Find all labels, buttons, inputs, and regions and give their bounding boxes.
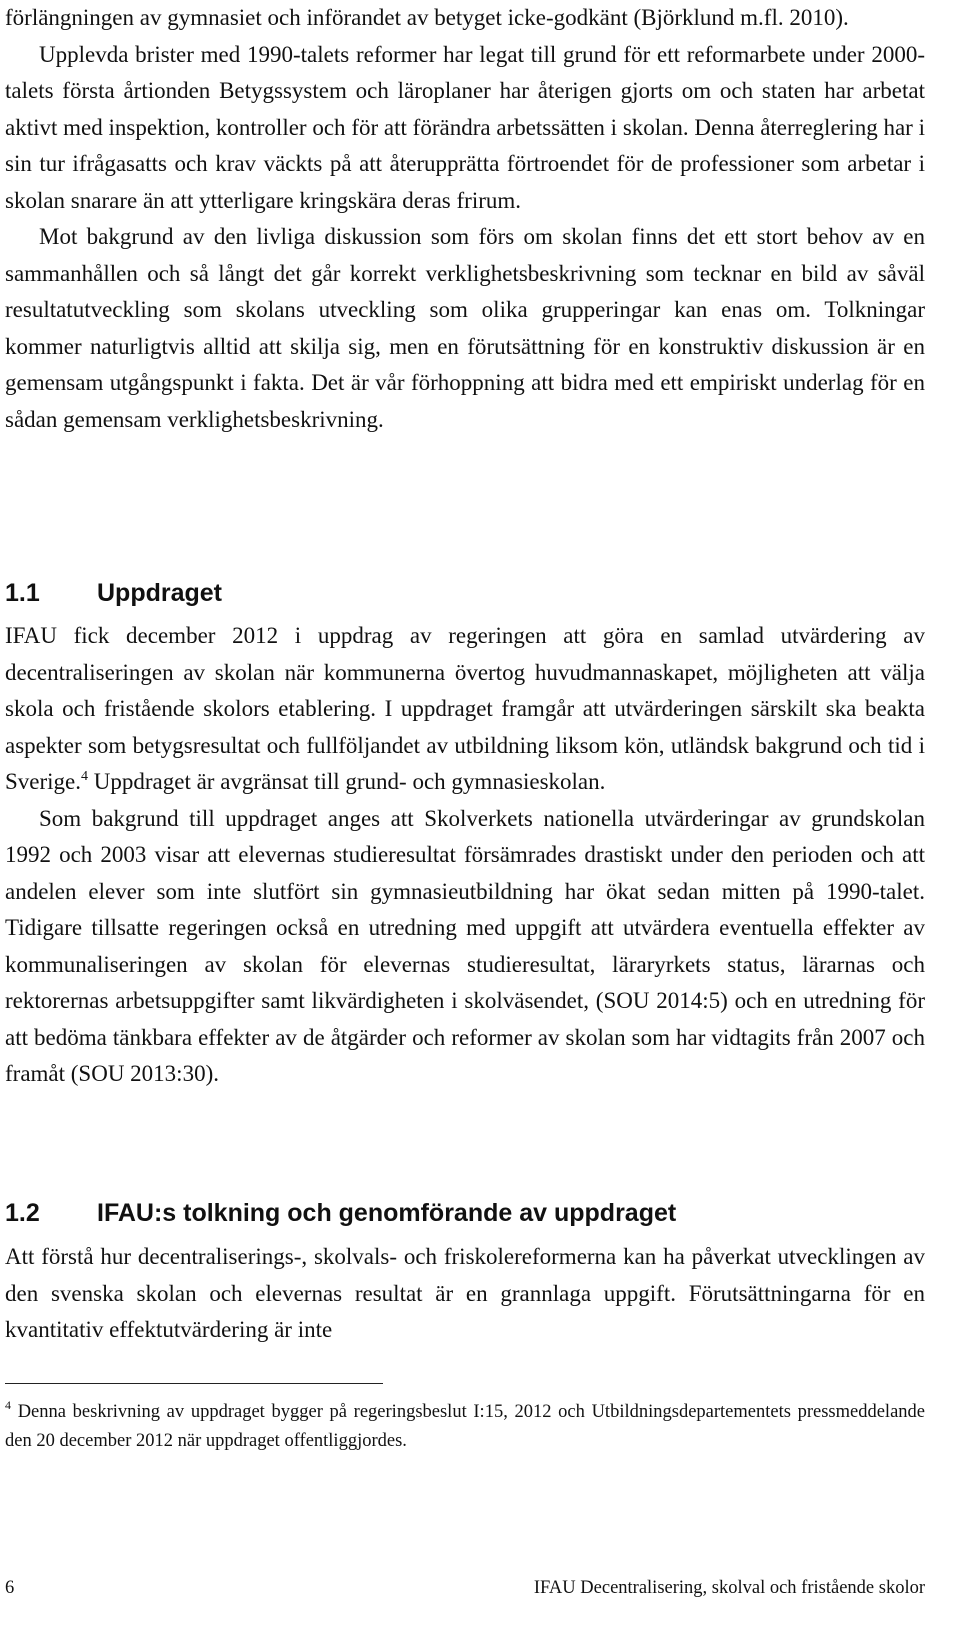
- section-title: IFAU:s tolkning och genomförande av uppdraget: [97, 1199, 677, 1227]
- paragraph-assignment-scope: Uppdraget är avgränsat till grund- och gymnasieskolan.: [93, 769, 606, 794]
- paragraph-assignment: [5, 618, 925, 801]
- footnote-text: Denna beskrivning av uppdraget bygger på regeringsbeslut I:15, 2012 och Utbildningsdepartementets pressmeddelande den 20 december 2012 när uppdraget offentliggjordes.: [5, 1402, 925, 1451]
- section-number: 1.1: [5, 579, 40, 607]
- intro-text: [5, 0, 925, 438]
- section-title: Uppdraget: [97, 579, 222, 607]
- footnote-divider: [5, 1383, 383, 1384]
- footnote-reference[interactable]: 4: [81, 769, 89, 784]
- paragraph-interpretation: Att förstå hur decentraliserings-, skolvals- och friskolereformerna kan ha påverkat utvecklingen av den svenska skolan och elevernas resultat är en grannlaga uppgift. Förutsättningarna för en kvantitativ effektutvärdering är inte: [5, 1244, 925, 1342]
- paragraph-background: Mot bakgrund av den livliga diskussion som förs om skolan finns det ett stort behov av en sammanhållen och så långt det går korrekt verklighetsbeskrivning som tecknar en bild av såväl resultatutveckling som skolans utveckling som olika grupperingar kan enas om. Tolkningar kommer naturligtvis alltid att skilja sig, men en förutsättning för en konstruktiv diskussion är en gemensam utgångspunkt i fakta. Det är vår förhoppning att bidra med ett empiriskt underlag för en sådan gemensam verklighetsbeskrivning.: [5, 224, 925, 432]
- paragraph-assignment-text: IFAU fick december 2012 i uppdrag av regeringen att göra en samlad utvärdering av decentraliseringen av skolan när kommunerna övertog huvudmannaskapet, möjligheten att välja skola och fristående skolors etablering. I uppdraget framgår att utvärderingen särskilt ska beakta aspekter som betygsresultat och fullföljandet av utbildning liksom kön, utländsk bakgrund och tid i Sverige.: [5, 623, 925, 794]
- section-1-2-text: [5, 1239, 925, 1349]
- paragraph-continuation: förlängningen av gymnasiet och införandet av betyget icke-godkänt (Björklund m.fl. 2010).: [5, 5, 849, 30]
- running-title: IFAU Decentralisering, skolval och fristående skolor: [533, 1578, 925, 1598]
- paragraph-reforms: Upplevda brister med 1990-talets reformer har legat till grund för ett reformarbete under 2000-talets första årtionden Betygssystem och läroplaner har återigen gjorts om och staten har arbetat aktivt med inspektion, kontroller och för att förändra arbetssätten i skolan. Denna återreglering har i sin tur ifrågasatts och krav väckts på att återupprätta förtroendet för de professioner som arbetar i skolan snarare än att ytterligare kringskära deras frirum.: [5, 41, 925, 213]
- footnote-marker: 4: [5, 1398, 11, 1412]
- paragraph-assignment-background: Som bakgrund till uppdraget anges att Skolverkets nationella utvärderingar av grundskolan 1992 och 2003 visar att elevernas studieresultat försämrades drastiskt under den perioden och att andelen elever som inte slutfört sin gymnasieutbildning har ökat sedan mitten på 1990-talet. Tidigare tillsatte regeringen också en utredning med uppgift att utvärdera eventuella effekter av kommunaliseringen av skolan för elevernas studieresultat, läraryrkets status, lärarnas och rektorernas arbetsuppgifter samt likvärdigheten i skolväsendet, (SOU 2014:5) och en utredning för att bedöma tänkbara effekter av de åtgärder och reformer av skolan som har vidtagits från 2007 och framåt (SOU 2013:30).: [5, 805, 925, 1086]
- footnote: [5, 1398, 925, 1456]
- page-number: 6: [5, 1578, 15, 1598]
- section-heading-1-1: [5, 578, 222, 608]
- section-heading-1-2: [5, 1198, 676, 1228]
- section-1-1-text: [5, 618, 925, 1093]
- section-number: 1.2: [5, 1199, 40, 1227]
